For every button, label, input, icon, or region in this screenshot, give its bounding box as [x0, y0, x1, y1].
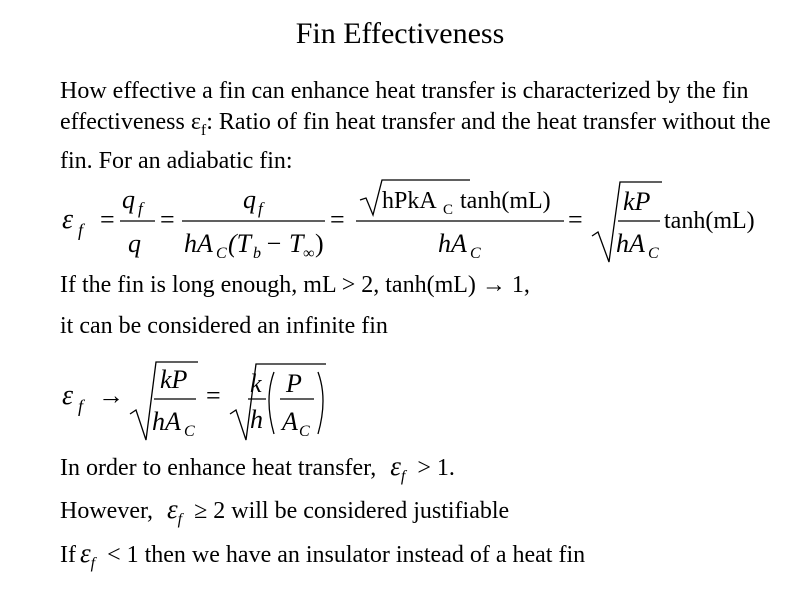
intro-paragraph: [60, 76, 795, 177]
eq1-qf-num: q: [122, 185, 135, 214]
eq1-sqrt-content: hPkA: [382, 188, 437, 214]
effectiveness-equation: [60, 178, 780, 268]
eq1-tanh-1: tanh(mL): [460, 188, 551, 214]
enhance-text: In order to enhance heat transfer,: [60, 455, 377, 481]
eq1-q-den: q: [128, 229, 141, 258]
enhance-line: [60, 451, 455, 492]
justify-eps-sub: f: [177, 510, 183, 528]
eq1-hac-den-sub: C: [216, 245, 227, 262]
eq2-hac: hA: [152, 407, 181, 436]
eq2-left-paren: [269, 372, 274, 434]
enhance-condition: > 1.: [417, 455, 455, 481]
eq2-p: P: [286, 369, 302, 398]
eq1-temp-open: (T: [228, 229, 252, 258]
insulator-line: [60, 538, 585, 579]
eq1-hac-den: hA: [184, 229, 213, 258]
eq1-tinf-sub: ∞: [303, 245, 315, 262]
eq1-tb-sub: b: [253, 245, 261, 262]
insulator-epsilon: ε: [79, 538, 91, 568]
eq1-eps-sub: f: [78, 220, 84, 240]
enhance-epsilon: ε: [390, 451, 401, 481]
epsilon-subscript: f: [200, 121, 207, 139]
eq2-equals: =: [206, 381, 221, 410]
insulator-text: If: [60, 542, 76, 568]
eq1-sqrt-sub: C: [443, 202, 454, 218]
insulator-condition: < 1 then we have an insulator instead of a heat fin: [107, 542, 586, 568]
eq1-kp: kP: [623, 187, 651, 216]
eq2-arrow: →: [98, 381, 124, 410]
eq1-equals-2: =: [160, 205, 175, 234]
enhance-eps-sub: f: [400, 467, 406, 485]
eq2-ac: A: [282, 407, 298, 436]
eq2-right-paren: [318, 372, 323, 434]
justify-line: [60, 494, 509, 535]
eq1-qf-num-sub: f: [138, 199, 143, 218]
eq2-h: h: [250, 405, 263, 434]
long-fin-condition: If the fin is long enough, mL > 2, tanh(mL) → 1,: [60, 272, 530, 298]
eq2-kp: kP: [160, 365, 188, 394]
eq2-hac-sub: C: [184, 423, 195, 440]
infinite-fin-line: it can be considered an infinite fin: [60, 313, 388, 339]
eq2-ac-sub: C: [299, 423, 310, 440]
eq2-k: k: [250, 369, 262, 398]
justify-text: However,: [60, 498, 153, 524]
eq1-minus-tinf: − T: [265, 229, 304, 258]
eq1-equals-1: =: [100, 205, 115, 234]
eq1-qf2-sub: f: [258, 199, 263, 218]
eq1-tanh-2: tanh(mL): [664, 208, 755, 234]
infinite-fin-equation: [60, 358, 360, 448]
eq2-epsilon: ε: [62, 380, 74, 411]
eq1-equals-3: =: [330, 205, 345, 234]
eq1-hac4: hA: [616, 229, 645, 258]
justify-epsilon: ε: [167, 494, 178, 524]
eq1-qf2: q: [243, 185, 256, 214]
eq2-eps-sub: f: [78, 396, 84, 416]
intro-text-2: : Ratio of fin heat transfer and the heat transfer without the fin. For an adiabatic fin:: [60, 109, 771, 174]
intro-text-1: How effective a fin can enhance heat transfer is characterized by the fin effectiveness: [60, 78, 749, 135]
justify-condition: ≥ 2 will be considered justifiable: [194, 498, 510, 524]
slide-title: Fin Effectiveness: [295, 17, 505, 50]
eq1-equals-4: =: [568, 205, 583, 234]
eq1-hac3-sub: C: [470, 245, 481, 262]
insulator-eps-sub: f: [90, 554, 96, 572]
epsilon-symbol: ε: [190, 109, 201, 135]
eq1-hac4-sub: C: [648, 245, 659, 262]
eq2-sqrt-sign-2: [230, 364, 326, 440]
eq1-epsilon: ε: [62, 204, 74, 235]
eq1-hac3: hA: [438, 229, 467, 258]
eq1-temp-close: ): [315, 229, 324, 258]
